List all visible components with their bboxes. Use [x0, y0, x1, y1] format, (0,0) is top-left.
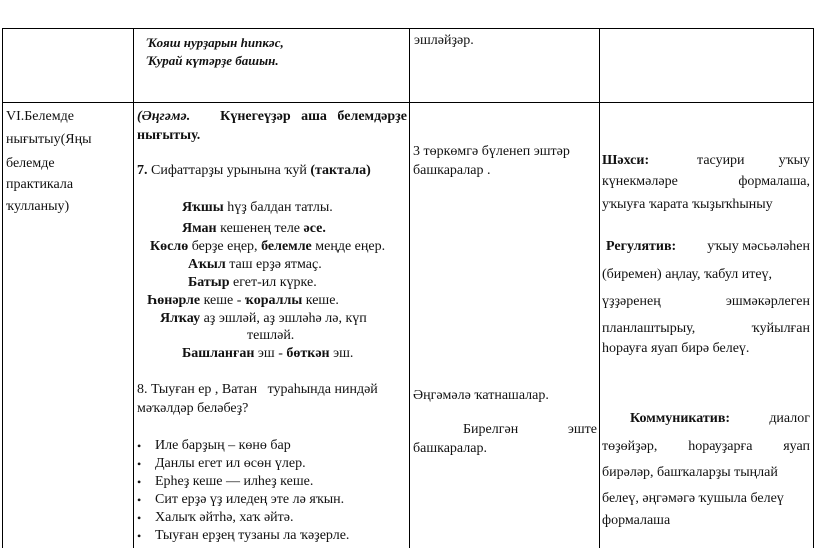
talk-participation: Әңгәмәлә ҡатнашалар. — [413, 388, 549, 403]
sentence-3: Көслө берҙе еңер, белемле меңде еңер. — [150, 239, 386, 254]
personal-line-2: күнекмәләре формалаша, — [602, 174, 810, 189]
communicative-line-1: Коммуникатив: диалог — [630, 411, 810, 426]
regulative-line-3: үҙҙәренең эшмәкәрлеген — [602, 294, 810, 309]
list-item: • Халыҡ әйтһә, хаҡ әйтә. — [135, 509, 349, 527]
table-divider-2 — [409, 28, 410, 548]
stage-line-4: практикала — [6, 177, 74, 192]
table-border-left — [2, 28, 3, 548]
task-8-line-2: мәҡәлдәр беләбеҙ? — [137, 401, 249, 416]
activity-heading-2: нығытыу. — [137, 128, 201, 143]
list-item: • Данлы егет ил өсөн үлер. — [135, 455, 349, 473]
regulative-line-4: планлаштырыу, ҡуйылған — [602, 321, 810, 336]
activity-heading — [137, 108, 407, 125]
row1-col3-text: эшләйҙәр. — [414, 33, 474, 48]
list-item: • Тыуған ерҙең тузаны ла ҡәҙерле. — [135, 527, 349, 545]
stage-line-2: нығытыу(Яңы — [6, 132, 92, 147]
poem-line-2: Ҡурай күтәрҙе башын. — [146, 53, 279, 68]
sentence-5: Батыр егет-ил күрке. — [188, 275, 317, 290]
group-work-line-1: 3 төркөмгә бүленеп эштәр — [413, 144, 570, 159]
group-work-line-2: башкаралар . — [413, 163, 491, 178]
communicative-line-5: формалаша — [602, 513, 671, 528]
sentence-6: Һөнәрле кеше - ҡораллы кеше. — [147, 293, 339, 308]
communicative-line-3: бирәләр, башҡаларҙы тыңлай — [602, 465, 778, 480]
regulative-line-2: (биремен) аңлау, ҡабул итеү, — [602, 267, 773, 282]
poem-line-1: Ҡояш нурҙарын һипкәс, — [146, 35, 284, 50]
sentence-8: Башланған эш - бөткән эш. — [182, 346, 354, 361]
task-8-line-1: 8. Тыуған ер , Ватан тураһында ниндәй — [137, 382, 378, 397]
given-work-line-2: башкаралар. — [413, 441, 487, 456]
regulative-title: Регулятив: — [606, 239, 677, 254]
given-word-1: Бирелгән — [463, 422, 519, 437]
table-divider-1 — [133, 28, 134, 548]
table-border-right — [813, 28, 814, 548]
sentence-1: Яҡшы һүҙ балдан татлы. — [182, 200, 333, 215]
stage-line-5: ҡулланыу) — [6, 199, 70, 214]
proverb-list — [135, 437, 349, 545]
row-divider — [2, 102, 814, 103]
list-item: • Сит ерҙә үҙ иледең эте лә яҡын. — [135, 491, 349, 509]
communicative-line-2: төҙөйҙәр, һорауҙарға яуап — [602, 439, 810, 454]
given-word-2: эште — [567, 422, 597, 437]
communicative-title: Коммуникатив: — [630, 411, 731, 426]
table-divider-3 — [599, 28, 600, 548]
table-border-top — [2, 28, 814, 29]
sentence-2: Яман кешенең теле әсе. — [182, 221, 326, 236]
list-item: • Ерһеҙ кеше — илһеҙ кеше. — [135, 473, 349, 491]
list-item: • Иле барҙың – көнө бар — [135, 437, 349, 455]
regulative-line-5: һорауға яуап бирә белеү. — [602, 341, 750, 356]
personal-line-1: Шәхси: тасуири уҡыу — [602, 153, 810, 168]
personal-line-3: уҡыуға ҡарата ҡыҙыҡһыныу — [602, 197, 773, 212]
given-work-line-1 — [463, 421, 597, 438]
task-7-number: 7. — [137, 163, 148, 178]
communicative-line-4: белеү, әңгәмәгә ҡушыла белеү — [602, 491, 784, 506]
personal-title: Шәхси: — [602, 153, 650, 168]
heading-talk: (Әңгәмә. — [137, 109, 191, 124]
sentence-7: Ялҡау аҙ эшләй, аҙ эшләһә лә, күп — [160, 311, 367, 326]
sentence-7-cont: тешләй. — [247, 328, 295, 343]
stage-line-1: VI.Белемде — [6, 109, 74, 124]
heading-rest: Күнегеүҙәр аша белемдәрҙе — [220, 109, 407, 124]
task-7 — [137, 162, 371, 179]
sentence-4: Аҡыл таш ерҙә ятмаҫ. — [188, 257, 322, 272]
task-7-text: Сифаттарҙы урынына ҡуй — [151, 163, 307, 178]
stage-line-3: белемде — [6, 156, 55, 171]
task-7-board: (тактала) — [310, 163, 371, 178]
regulative-line-1: Регулятив: уҡыу мәсьәләһен — [606, 239, 810, 254]
